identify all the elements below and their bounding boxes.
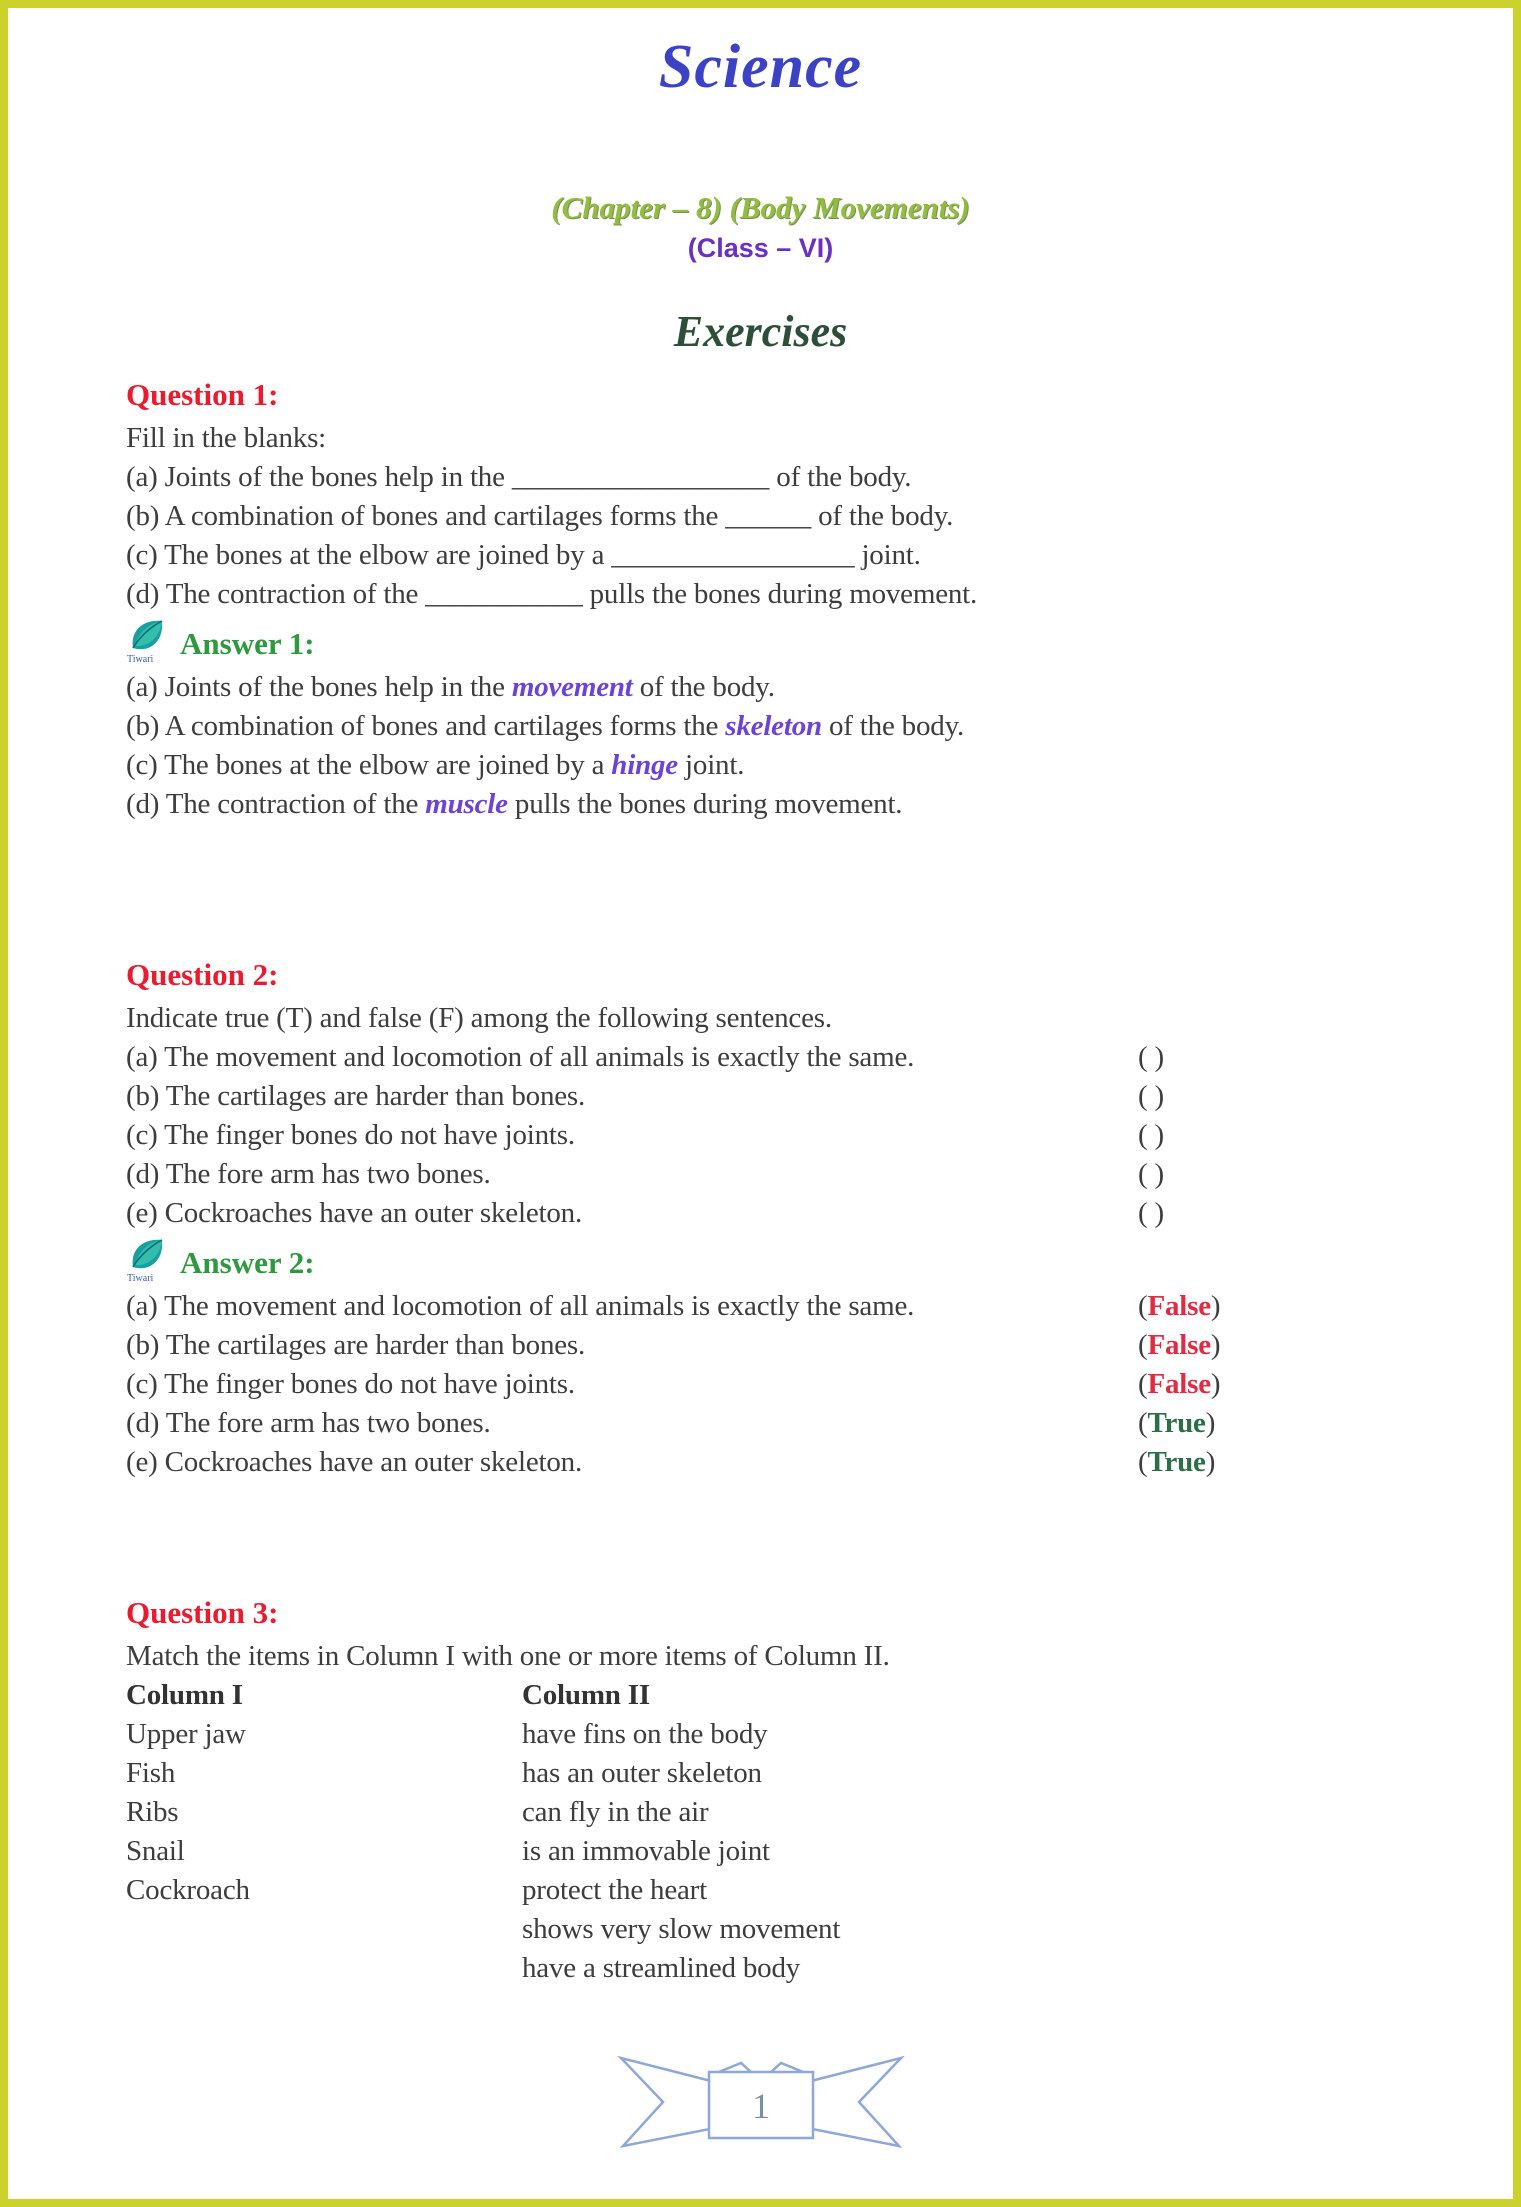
question-1-heading: Question 1:	[126, 376, 279, 412]
column-1-header: Column I	[126, 1679, 243, 1712]
fill-blank-item: (c) The bones at the elbow are joined by a _________________ joint.	[126, 539, 921, 572]
tf-statement: (a) The movement and locomotion of all animals is exactly the same.	[126, 1041, 915, 1074]
match-row	[126, 1754, 1398, 1793]
paren: )	[1210, 1290, 1221, 1323]
tf-verdict-word: False	[1147, 1368, 1211, 1401]
fill-blank-item: (b) A combination of bones and cartilages forms the ______ of the body.	[126, 500, 954, 533]
tf-statement-row	[126, 1038, 1398, 1077]
fill-blank-item: (d) The contraction of the ___________ pulls the bones during movement.	[126, 578, 978, 611]
answer-line	[126, 746, 1398, 785]
paren: (	[1138, 1368, 1148, 1401]
column-2-item: have a streamlined body	[522, 1952, 801, 1985]
column-1-item: Upper jaw	[126, 1718, 246, 1751]
page-title: Science	[658, 33, 863, 101]
answer-text: (a) Joints of the bones help in the	[126, 671, 512, 704]
answer-1-heading: Answer 1:	[180, 625, 315, 661]
answer-line	[126, 668, 1398, 707]
tf-verdict	[1138, 1326, 1220, 1365]
answer-2-heading: Answer 2:	[180, 1244, 315, 1280]
tf-statement: (d) The fore arm has two bones.	[126, 1407, 491, 1440]
answer-word: hinge	[611, 749, 678, 782]
tf-statement-row	[126, 1194, 1398, 1233]
fill-blank-item: (a) Joints of the bones help in the __________________ of the body.	[126, 461, 912, 494]
paren: )	[1210, 1329, 1221, 1362]
paren: )	[1210, 1368, 1221, 1401]
tf-blank-mark: ( )	[1138, 1041, 1164, 1074]
column-1-item: Snail	[126, 1835, 185, 1868]
tf-answer-row	[126, 1443, 1398, 1482]
tf-statement: (d) The fore arm has two bones.	[126, 1158, 491, 1191]
answer-word: skeleton	[725, 710, 822, 743]
paren: (	[1138, 1290, 1148, 1323]
tf-answer-row	[126, 1287, 1398, 1326]
section-heading: Exercises	[673, 307, 848, 357]
answer-text: pulls the bones during movement.	[507, 788, 903, 821]
column-2-item: can fly in the air	[522, 1796, 709, 1829]
question-2-block	[126, 956, 1398, 1482]
column-1-item	[126, 1949, 522, 1988]
answer-text: (b) A combination of bones and cartilages forms the	[126, 710, 726, 743]
answer-text: (d) The contraction of the	[126, 788, 426, 821]
question-3-intro: Match the items in Column I with one or more items of Column II.	[126, 1640, 890, 1673]
tf-statement-row	[126, 1155, 1398, 1194]
tf-verdict	[1138, 1287, 1220, 1326]
paren: )	[1205, 1446, 1216, 1479]
tf-verdict	[1138, 1365, 1220, 1404]
paren: (	[1138, 1407, 1148, 1440]
tf-statement: (b) The cartilages are harder than bones.	[126, 1080, 586, 1113]
tf-statement: (e) Cockroaches have an outer skeleton.	[126, 1197, 583, 1230]
class-heading: (Class – VI)	[687, 232, 834, 263]
match-row	[126, 1715, 1398, 1754]
match-row	[126, 1832, 1398, 1871]
match-row	[126, 1871, 1398, 1910]
column-1-item: Cockroach	[126, 1874, 250, 1907]
tf-blank-mark: ( )	[1138, 1119, 1164, 1152]
question-3-block	[126, 1594, 1398, 1988]
tf-verdict-word: True	[1147, 1407, 1206, 1440]
page-number-banner	[8, 2046, 1513, 2163]
match-row	[126, 1793, 1398, 1832]
answer-text: of the body.	[821, 710, 965, 743]
tf-answer-row	[126, 1365, 1398, 1404]
tf-blank-mark: ( )	[1138, 1158, 1164, 1191]
paren: (	[1138, 1329, 1148, 1362]
tf-statement: (b) The cartilages are harder than bones.	[126, 1329, 586, 1362]
tiwari-academy-logo-icon	[126, 1237, 170, 1288]
question-3-heading: Question 3:	[126, 1595, 279, 1631]
answer-text: joint.	[677, 749, 745, 782]
tf-statement: (c) The finger bones do not have joints.	[126, 1368, 575, 1401]
question-2-heading: Question 2:	[126, 957, 279, 993]
tf-statement: (a) The movement and locomotion of all animals is exactly the same.	[126, 1290, 915, 1323]
tf-answer-row	[126, 1326, 1398, 1365]
paren: (	[1138, 1446, 1148, 1479]
svg-text:Tiwari: Tiwari	[127, 1272, 154, 1283]
column-1-item	[126, 1910, 522, 1949]
question-1-block	[126, 376, 1398, 824]
answer-word: movement	[511, 671, 633, 704]
tf-blank-mark: ( )	[1138, 1197, 1164, 1230]
answer-text: of the body.	[632, 671, 775, 704]
tf-verdict-word: False	[1147, 1290, 1211, 1323]
tiwari-academy-logo-icon	[126, 618, 170, 669]
column-2-item: is an immovable joint	[522, 1835, 770, 1868]
question-1-intro: Fill in the blanks:	[126, 422, 327, 455]
tf-verdict-word: True	[1147, 1446, 1206, 1479]
svg-text:Tiwari: Tiwari	[127, 653, 154, 664]
tf-statement: (c) The finger bones do not have joints.	[126, 1119, 575, 1152]
column-2-item: shows very slow movement	[522, 1913, 841, 1946]
match-row	[126, 1910, 1398, 1949]
answer-word: muscle	[425, 788, 508, 821]
tf-answer-row	[126, 1404, 1398, 1443]
page-number: 1	[751, 2086, 770, 2127]
tf-blank-mark: ( )	[1138, 1080, 1164, 1113]
column-1-item: Fish	[126, 1757, 176, 1790]
chapter-heading: (Chapter – 8) (Body Movements)	[551, 190, 970, 225]
tf-statement-row	[126, 1077, 1398, 1116]
tf-verdict	[1138, 1404, 1215, 1443]
answer-2-header	[126, 1239, 1398, 1285]
column-2-item: have fins on the body	[522, 1718, 768, 1751]
tf-statement: (e) Cockroaches have an outer skeleton.	[126, 1446, 583, 1479]
answer-text: (c) The bones at the elbow are joined by a	[126, 749, 612, 782]
answer-line	[126, 707, 1398, 746]
answer-1-header	[126, 620, 1398, 666]
column-2-item: has an outer skeleton	[522, 1757, 762, 1790]
column-2-item: protect the heart	[522, 1874, 708, 1907]
question-2-intro: Indicate true (T) and false (F) among the following sentences.	[126, 1002, 832, 1035]
column-1-item: Ribs	[126, 1796, 179, 1829]
answer-line	[126, 785, 1398, 824]
match-row	[126, 1949, 1398, 1988]
match-header-row	[126, 1676, 1398, 1715]
tf-statement-row	[126, 1116, 1398, 1155]
tf-verdict-word: False	[1147, 1329, 1211, 1362]
column-2-header: Column II	[522, 1679, 650, 1712]
ribbon-icon	[611, 2046, 911, 2158]
page-body	[8, 376, 1513, 1989]
paren: )	[1205, 1407, 1216, 1440]
tf-verdict	[1138, 1443, 1215, 1482]
